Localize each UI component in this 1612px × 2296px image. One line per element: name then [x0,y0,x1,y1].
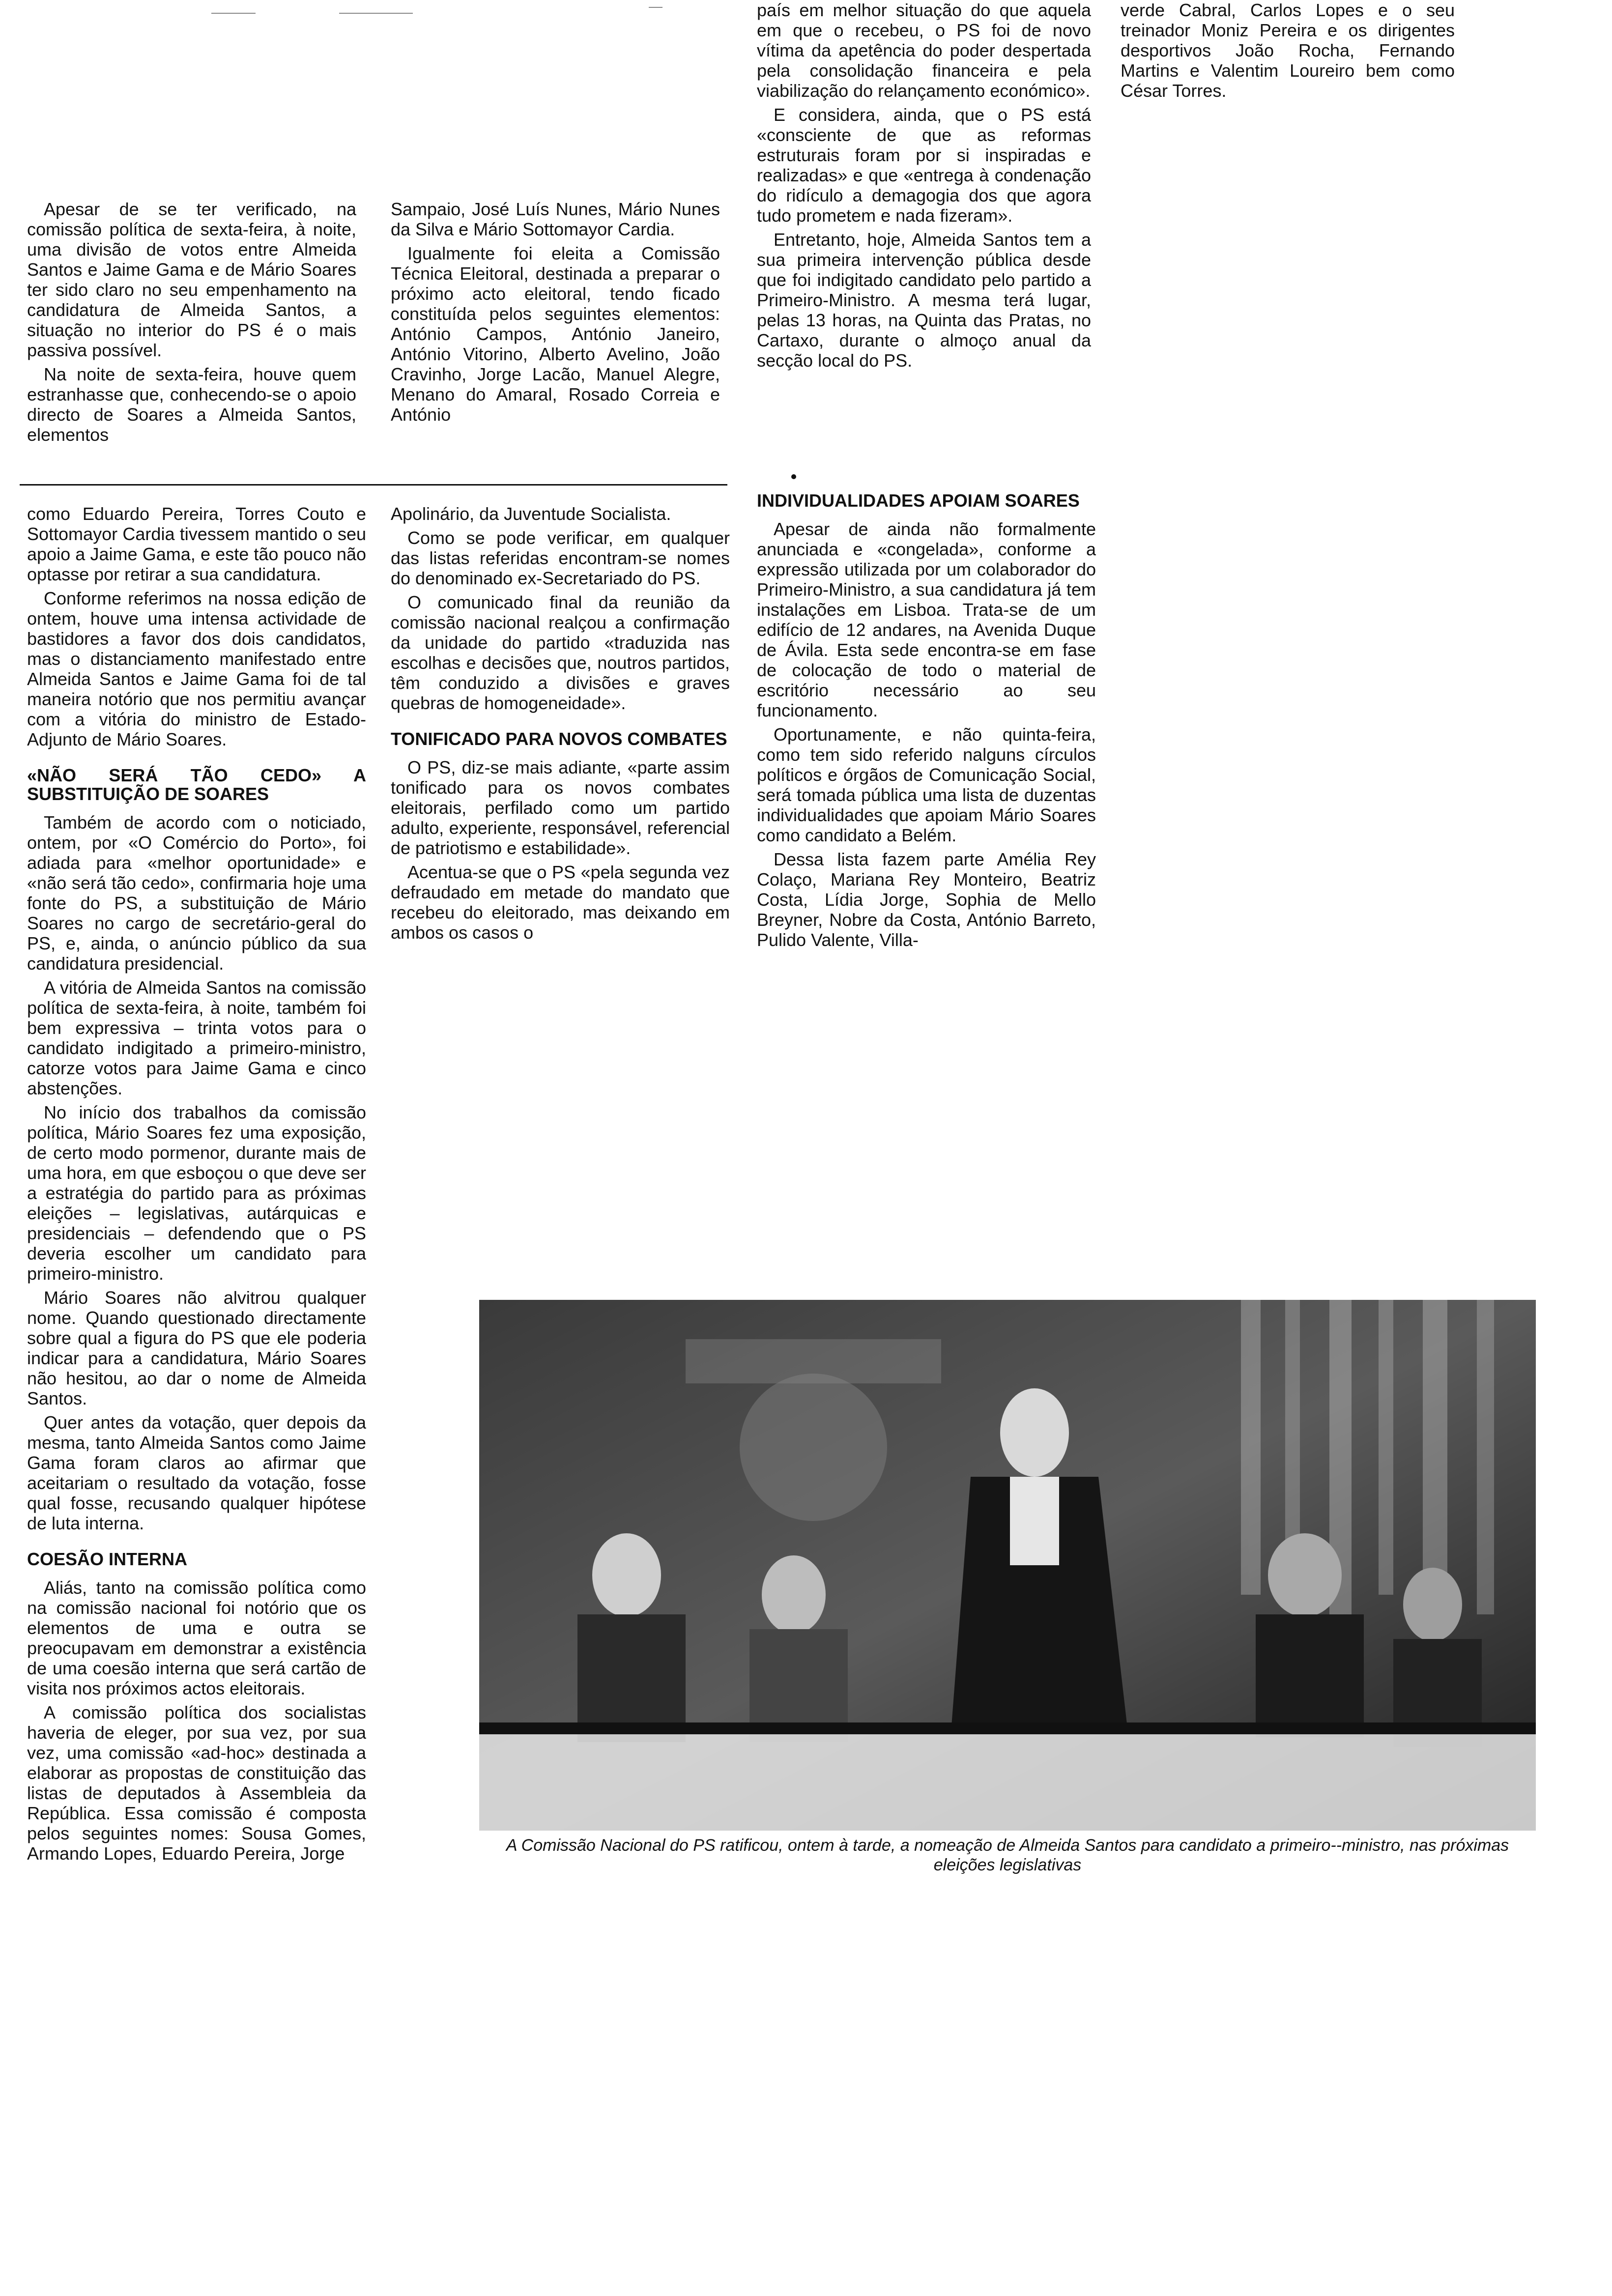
section-heading: INDIVIDUALIDADES APOIAM SOARES [757,490,1080,511]
paragraph: como Eduardo Pereira, Torres Couto e Sottomayor Cardia tivessem mantido o seu apoio a Jaime Gama, e este tão pouco não optasse por retirar a sua candidatura. [27,504,366,584]
paragraph: Quer antes da votação, quer depois da mesma, tanto Almeida Santos como Jaime Gama foram claros ao afirmar que aceitariam o resultado da votação, fosse qual fosse, recusando qualquer hipótese de luta interna. [27,1412,366,1533]
paragraph: No início dos trabalhos da comissão política, Mário Soares fez uma exposição, de certo modo pormenor, durante mais de uma hora, em que esboçou o que deve ser a estratégia do partido para as próximas eleições – legislativas, autárquicas e presidenciais – defendendo que o PS deveria escolher um candidato para primeiro-ministro. [27,1102,366,1284]
paragraph: Dessa lista fazem parte Amélia Rey Colaço, Mariana Rey Monteiro, Beatriz Costa, Lídia Jorge, Sophia de Mello Breyner, Nobre da Costa, António Barreto, Pulido Valente, Villa- [757,849,1096,950]
top-mark-left [211,13,256,14]
wall-emblem [740,1374,887,1521]
bullet-mark [791,474,796,479]
column-2-top [391,199,720,429]
paragraph: Na noite de sexta-feira, houve quem estranhasse que, conhecendo-se o apoio directo de Soares a Almeida Santos, elementos [27,364,356,445]
column-3-top [757,0,1091,374]
paragraph: Oportunamente, e não quinta-feira, como tem sido referido nalguns círculos políticos e órgãos de Comunicação Social, será tomada pública uma lista de duzentas individualidades que apoiam Mário Soares como candidato a Belém. [757,724,1096,845]
top-right-paragraph: verde Cabral, Carlos Lopes e o seu treinador Moniz Pereira e os dirigentes desportivos João Rocha, Fernando Martins e Valentim Loureiro bem como César Torres. [1121,0,1455,101]
top-mark-right [649,7,662,8]
column-2-bottom [391,504,730,947]
paragraph: Apesar de se ter verificado, na comissão política de sexta-feira, à noite, uma divisão de votos entre Almeida Santos e Jaime Gama e de Mário Soares ter sido claro no seu empenhamento na candidatura de Almeida Santos, a situação no interior do PS é o mais passiva possível. [27,199,356,360]
paragraph: Apolinário, da Juventude Socialista. [391,504,671,524]
paragraph: país em melhor situação do que aquela em que o recebeu, o PS foi de novo vítima da apetência do poder despertada pela consolidação financeira e pela viabilização do relançamento económico». [757,0,1091,101]
paragraph: Aliás, tanto na comissão política como na comissão nacional foi notório que os elementos de uma e outra se preocupavam em demonstrar a existência de uma coesão interna que será cartão de visita nos próximos actos eleitorais. [27,1578,366,1698]
column-1-bottom [27,504,366,1867]
top-mark-center [339,13,413,14]
paragraph: Mário Soares não alvitrou qualquer nome. Quando questionado directamente sobre qual a figura do PS que ele poderia indicar para a candidatura, Mário Soares não hesitou, ao dar o nome de Almeida Santos. [27,1288,366,1408]
column-3-bottom [757,487,1096,954]
photo-scene [479,1300,1536,1831]
paragraph: Entretanto, hoje, Almeida Santos tem a sua primeira intervenção pública desde que foi indigitado candidato pelo partido a Primeiro-Ministro. A mesma terá lugar, pelas 13 horas, na Quinta das Pratas, no Cartaxo, durante o almoço anual da secção local do PS. [757,230,1091,371]
table [479,1732,1536,1831]
paragraph: Sampaio, José Luís Nunes, Mário Nunes da Silva e Mário Sottomayor Cardia. [391,199,720,239]
paragraph: Igualmente foi eleita a Comissão Técnica Eleitoral, destinada a preparar o próximo acto eleitoral, tendo ficado constituída pelos seguintes elementos: António Campos, António Janeiro, António Vitorino, Alberto Avelino, João Cravinho, Jorge Lacão, Manuel Alegre, Menano do Amaral, Rosado Correia e António [391,243,720,425]
photo-caption: A Comissão Nacional do PS ratificou, ontem à tarde, a nomeação de Almeida Santos para candidato a primeiro--ministro, nas próximas eleições legislativas [506,1836,1509,1874]
paragraph: A comissão política dos socialistas haveria de eleger, por sua vez, por sua vez, uma comissão «ad-hoc» destinada a elaborar as propostas de constituição das listas de deputados à Assembleia da República. Essa comissão é composta pelos seguintes nomes: Sousa Gomes, Armando Lopes, Eduardo Pereira, Jorge [27,1702,366,1864]
table-edge [479,1722,1536,1734]
top-right-column [1121,0,1455,105]
paragraph: O comunicado final da reunião da comissão nacional realçou a confirmação da unidade do partido «traduzida nas escolhas e decisões que, noutros partidos, têm conduzido a divisões e graves quebras de homogeneidade». [391,592,730,713]
column-1-top [27,199,356,449]
paragraph: Também de acordo com o noticiado, ontem, por «O Comércio do Porto», foi adiada para «melhor oportunidade» e «não será tão cedo», confirmaria hoje uma fonte do PS, a substituição de Mário Soares no cargo de secretário-geral do PS, e, ainda, o anúncio público da sua candidatura presidencial. [27,812,366,974]
paragraph: Apesar de ainda não formalmente anunciada e «congelada», conforme a expressão utilizada por um colaborador do Primeiro-Ministro, a sua candidatura já tem instalações em Lisboa. Trata-se de um edifício de 12 andares, na Avenida Duque de Ávila. Esta sede encontra-se em fase de colocação de todo o material de escritório necessário ao seu funcionamento. [757,519,1096,720]
paragraph: Acentua-se que o PS «pela segunda vez defraudado em metade do mandato que recebeu do eleitorado, mas deixando em ambos os casos o [391,862,730,943]
section-heading: «NÃO SERÁ TÃO CEDO» A SUBSTITUIÇÃO DE SOARES [27,765,366,804]
divider-rule [20,484,727,486]
paragraph: Conforme referimos na nossa edição de ontem, houve uma intensa actividade de bastidores a favor dos dois candidatos, mas o distanciamento manifestado entre Almeida Santos e Jaime Gama foi de tal maneira notório que nos permitiu avançar com a vitória do ministro de Estado-Adjunto de Mário Soares. [27,588,366,749]
section-heading: COESÃO INTERNA [27,1549,188,1569]
banner [686,1339,941,1383]
paragraph: A vitória de Almeida Santos na comissão política de sexta-feira, à noite, também foi bem expressiva – trinta votos para o candidato indigitado a primeiro-ministro, catorze votos para Jaime Gama e cinco abstenções. [27,977,366,1098]
paragraph: E considera, ainda, que o PS está «consciente de que as reformas estruturais foram por si inspiradas e realizadas» e que «entrega à condenação do ridículo a demagogia dos que agora tudo prometem e nada fizeram». [757,105,1091,226]
section-heading: TONIFICADO PARA NOVOS COMBATES [391,729,727,749]
paragraph: Como se pode verificar, em qualquer das listas referidas encontram-se nomes do denominado ex-Secretariado do PS. [391,528,730,588]
news-photo [479,1300,1536,1831]
paragraph: O PS, diz-se mais adiante, «parte assim tonificado para os novos combates eleitorais, perfilado como um partido adulto, experiente, responsável, referencial de patriotismo e estabilidade». [391,757,730,858]
